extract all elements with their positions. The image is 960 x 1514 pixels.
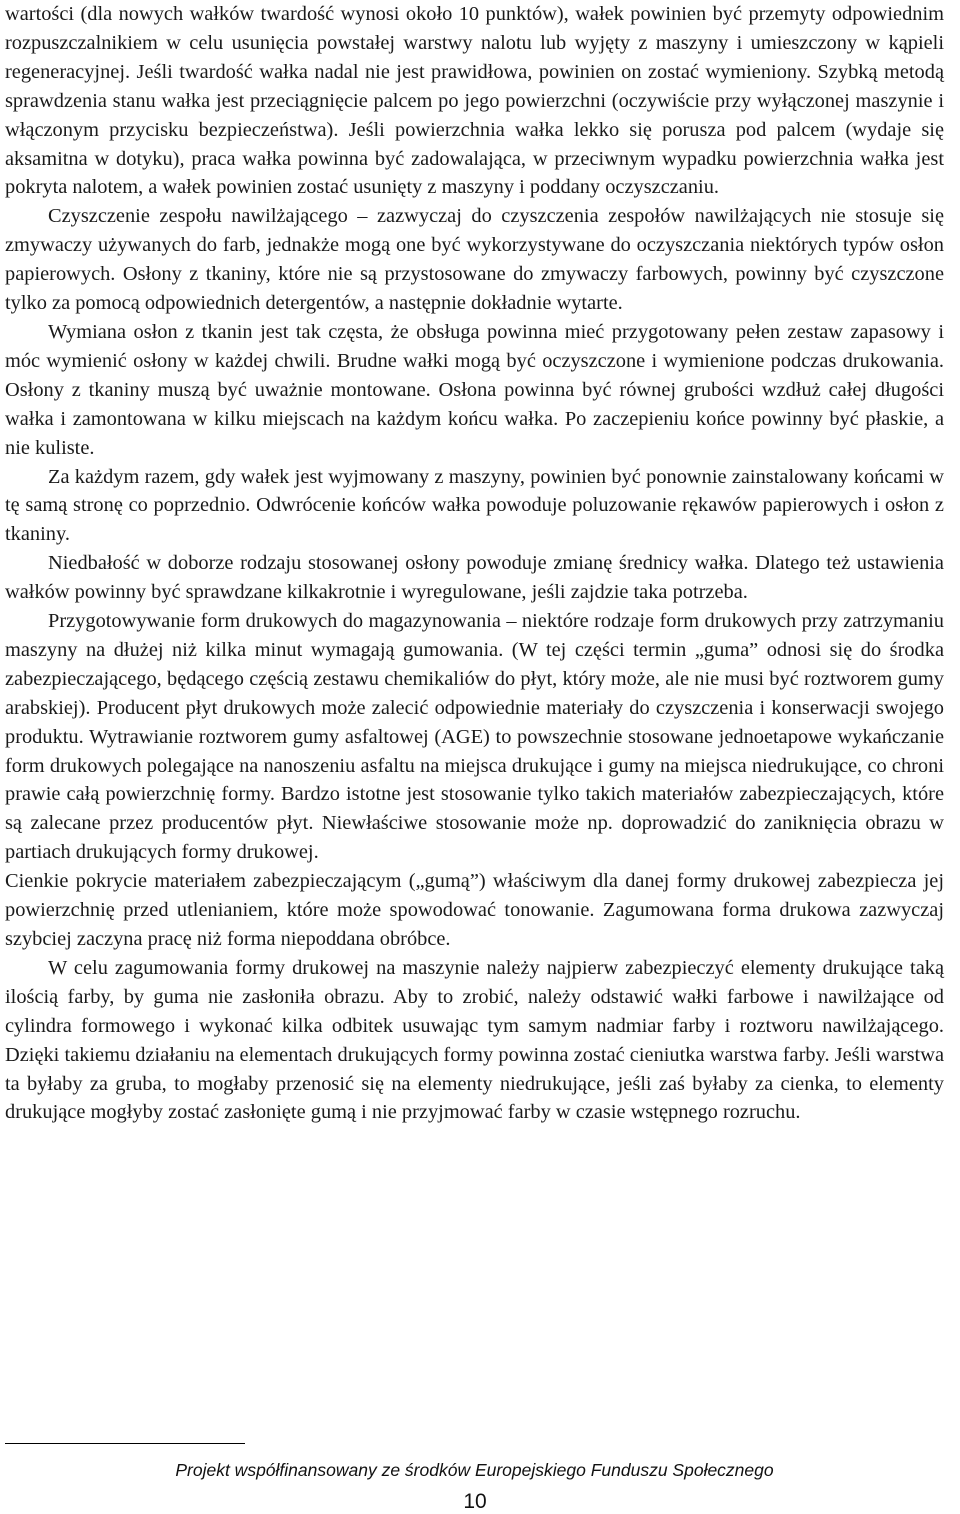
page-number: 10 [463, 1490, 487, 1513]
paragraph: Przygotowywanie form drukowych do magazynowania – niektóre rodzaje form drukowych przy zatrzymaniu maszyny na dłużej niż kilka minut wymagają gumowania. (W tej części termin „guma” odnosi się do środka zabezpieczającego, będącego częścią zestawu chemikaliów do płyt, który może, ale nie musi być roztworem gumy arabskiej). Producent płyt drukowych może zalecić odpowiednie materiały do czyszczenia i konserwacji swojego produktu. Wytrawianie roztworem gumy asfaltowej (AGE) to powszechnie stosowane jednoetapowe wykańczanie form drukowych polegające na nanoszeniu asfaltu na miejsca drukujące i gumy na miejsca niedrukujące, co chroni prawie całą powierzchnię formy. Bardzo istotne jest stosowanie tylko takich materiałów zabezpieczających, które są zalecane przez producentów płyt. Niewłaściwe stosowanie może np. doprowadzić do zaniknięcia obrazu w partiach drukujących formy drukowej. [5, 610, 944, 864]
paragraph: W celu zagumowania formy drukowej na maszynie należy najpierw zabezpieczyć elementy drukujące taką ilością farby, by guma nie zasłoniła obrazu. Aby to zrobić, należy odstawić wałki farbowe i nawilżające od cylindra formowego i wykonać kilka odbitek usuwając tym samym nadmiar farby i roztworu nawilżającego. Dzięki takiemu działaniu na elementach drukujących formy powinna zostać cieniutka warstwa farby. Jeśli warstwa ta byłaby za gruba, to mogłaby przenosić się na elementy niedrukujące, jeśli zaś byłaby za cienka, to elementy drukujące mogłyby zostać zasłonięte gumą i nie przyjmować farby w czasie wstępnego rozruchu. [5, 956, 944, 1124]
paragraph: Wymiana osłon z tkanin jest tak częsta, że obsługa powinna mieć przygotowany pełen zestaw zapasowy i móc wymienić osłony w każdej chwili. Brudne wałki mogą być oczyszczone i wymienione podczas drukowania. Osłony z tkaniny muszą być uważnie montowane. Osłona powinna być równej grubości wzdłuż całej długości wałka i zamontowana w kilku miejscach na każdym końcu wałka. Po zaczepieniu końce powinny być płaskie, a nie kuliste. [5, 320, 944, 459]
paragraph: Niedbałość w doborze rodzaju stosowanej osłony powoduje zmianę średnicy wałka. Dlatego też ustawienia wałków powinny być sprawdzane kilkakrotnie i wyregulowane, jeśli zajdzie taka potrzeba. [5, 552, 944, 604]
paragraph: Cienkie pokrycie materiałem zabezpieczającym („gumą”) właściwym dla danej formy drukowej zabezpiecza jej powierzchnię przed utlenianiem, które może spowodować tonowanie. Zagumowana forma drukowa zazwyczaj szybciej zaczyna pracę niż forma niepoddana obróbce. [5, 870, 944, 950]
footer-divider [5, 1443, 245, 1444]
paragraph: wartości (dla nowych wałków twardość wynosi około 10 punktów), wałek powinien być przemyty odpowiednim rozpuszczalnikiem w celu usunięcia powstałej warstwy nalotu lub wyjęty z maszyny i umieszczony w kąpieli regeneracyjnej. Jeśli twardość wałka nadal nie jest prawidłowa, powinien on zostać wymieniony. Szybką metodą sprawdzenia stanu wałka jest przeciągnięcie palcem po jego powierzchni (oczywiście przy wyłączonej maszynie i włączonym przycisku bezpieczeństwa). Jeśli powierzchnia wałka lekko się porusza pod palcem (wydaje się aksamitna w dotyku), praca wałka powinna być zadowalająca, w przeciwnym wypadku powierzchnia wałka jest pokryta nalotem, a wałek powinien zostać usunięty z maszyny i poddany oczyszczaniu. [5, 3, 944, 199]
footer-text: Projekt współfinansowany ze środków Europejskiego Funduszu Społecznego [175, 1460, 774, 1480]
document-body [5, 0, 944, 1127]
paragraph: Czyszczenie zespołu nawilżającego – zazwyczaj do czyszczenia zespołów nawilżających nie stosuje się zmywaczy używanych do farb, jednakże mogą one być wykorzystywane do oczyszczania niektórych typów osłon papierowych. Osłony z tkaniny, które nie są przystosowane do zmywaczy farbowych, powinny być czyszczone tylko za pomocą odpowiednich detergentów, a następnie dokładnie wytarte. [5, 205, 944, 315]
paragraph: Za każdym razem, gdy wałek jest wyjmowany z maszyny, powinien być ponownie zainstalowany końcami w tę samą stronę co poprzednio. Odwrócenie końców wałka powoduje poluzowanie rękawów papierowych i osłon z tkaniny. [5, 465, 944, 546]
